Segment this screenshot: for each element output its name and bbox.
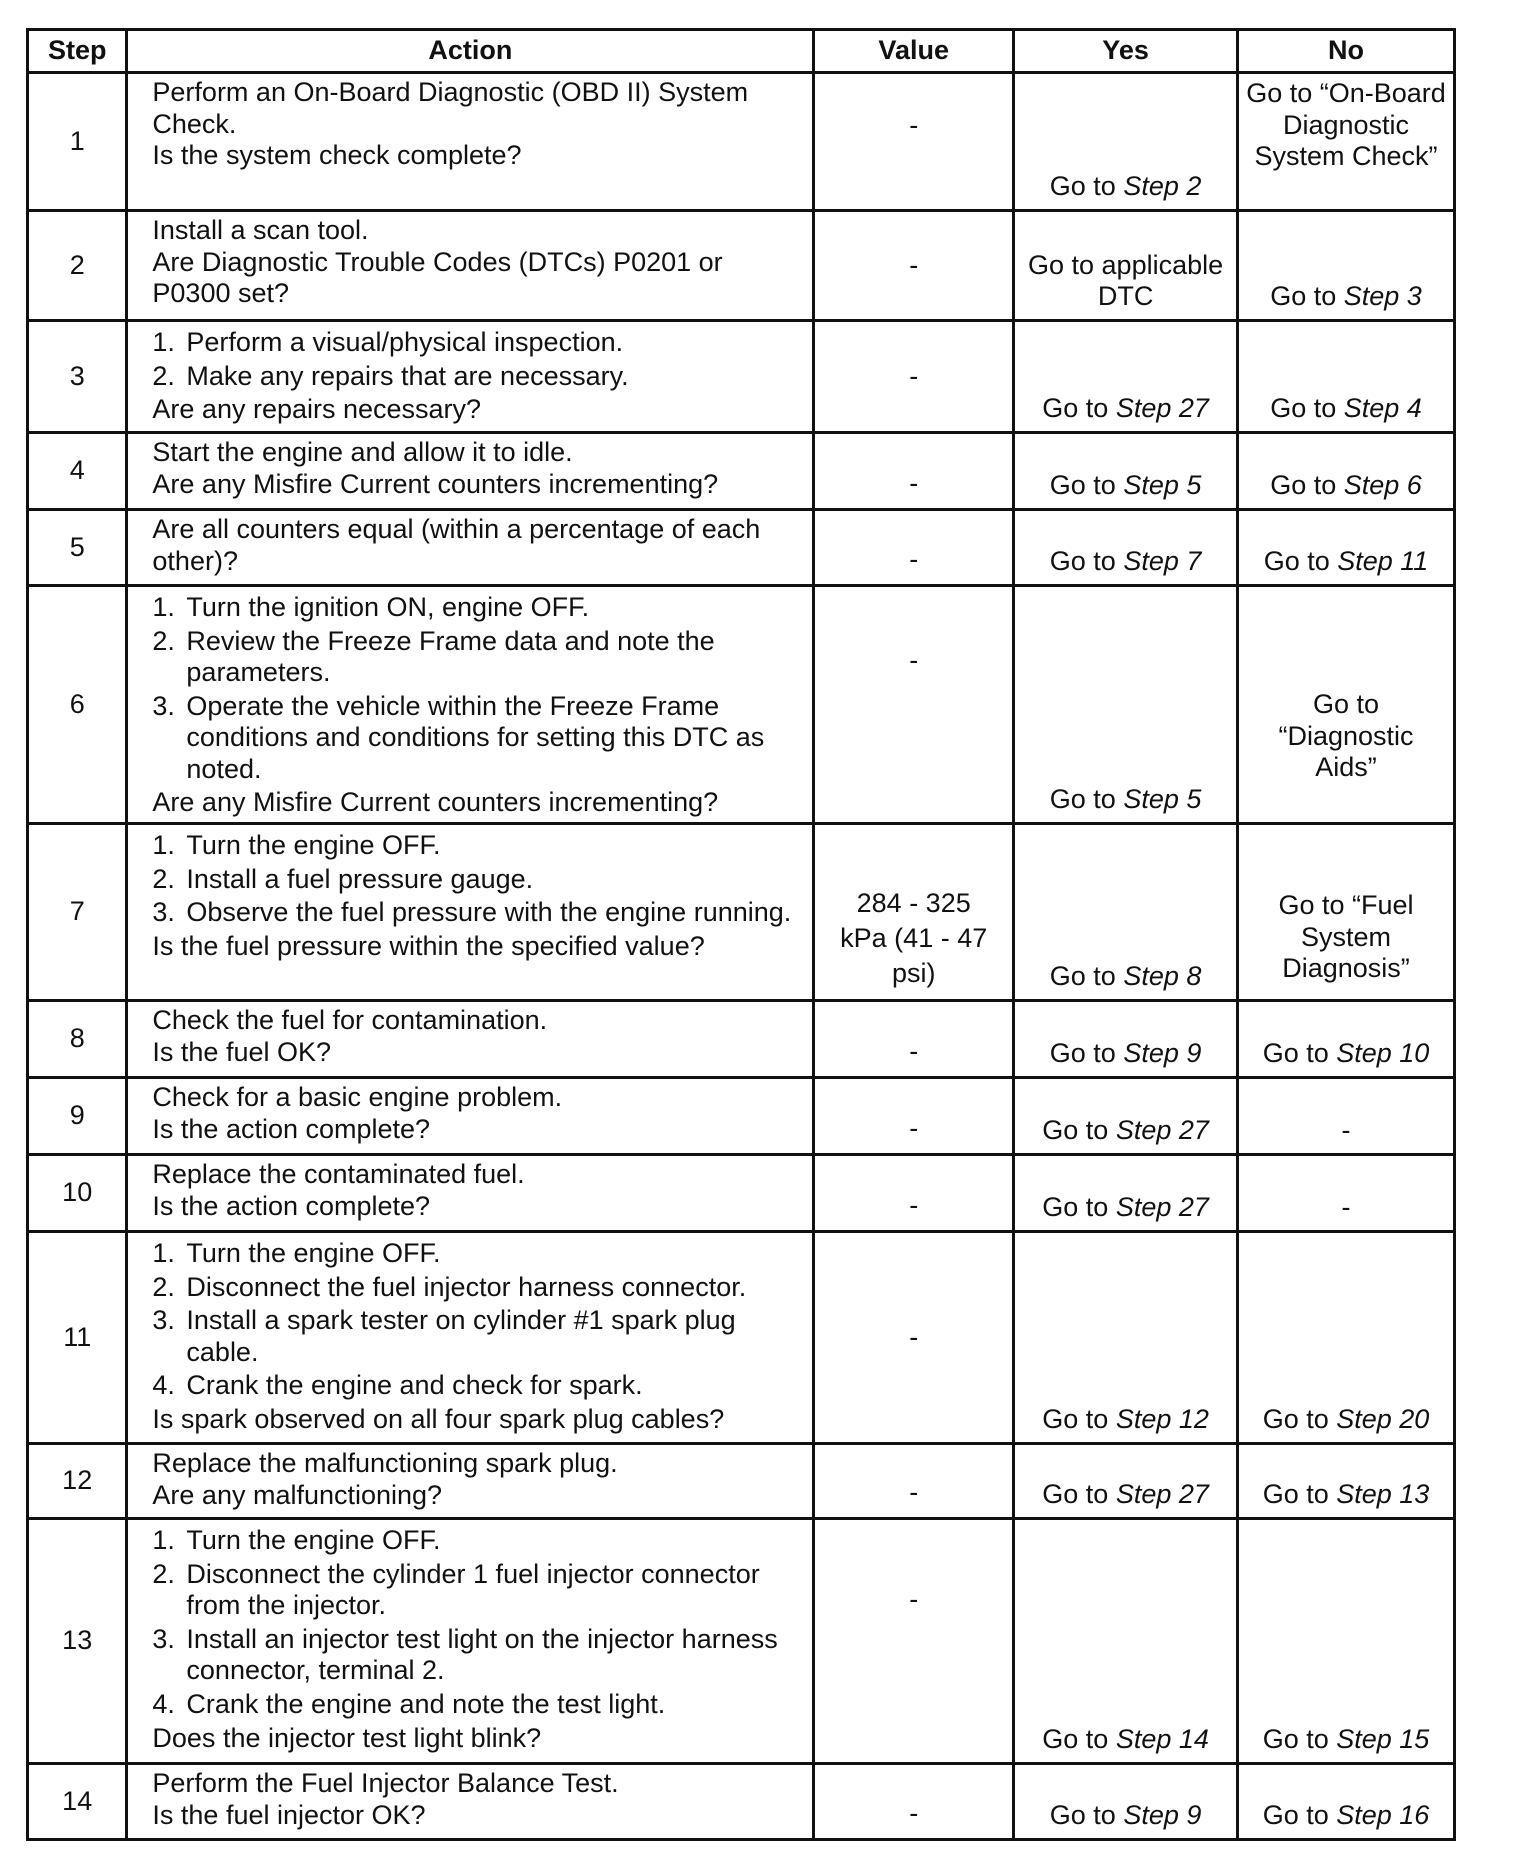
yes-prefix: Go to: [1049, 1800, 1124, 1831]
action-text: Check for a basic engine problem.: [152, 1082, 563, 1113]
table-row: [28, 73, 1455, 211]
action-text: Replace the malfunctioning spark plug.: [152, 1448, 618, 1479]
no-prefix: Go to: [1262, 1724, 1337, 1755]
yes-prefix: Go to: [1049, 470, 1124, 501]
step-number: 13: [28, 1519, 127, 1764]
action-list-item: 3. Install a spark tester on cylinder #1 spark plug cable.: [152, 1305, 802, 1368]
yes-cell: [1014, 824, 1238, 1001]
no-cell: [1238, 586, 1455, 824]
yes-step-ref: Step 9: [1123, 1800, 1202, 1831]
action-cell: [127, 824, 814, 1001]
yes-cell: [1014, 73, 1238, 211]
value-cell: -: [814, 510, 1014, 586]
header-value: Value: [814, 30, 1014, 73]
table-row: [28, 824, 1455, 1001]
action-item-text: Operate the vehicle within the Freeze Frame conditions and conditions for setting this DTC as noted.: [186, 690, 765, 784]
yes-step-ref: Step 27: [1115, 1115, 1209, 1146]
table-row: [28, 1078, 1455, 1155]
yes-cell: [1014, 1001, 1238, 1078]
no-prefix: Go to: [1263, 546, 1338, 577]
action-item-text: Turn the engine OFF.: [186, 830, 441, 861]
no-cell: [1238, 1001, 1455, 1078]
action-cell: [127, 1444, 814, 1519]
no-text: -: [1341, 1192, 1351, 1223]
no-prefix: Go to: [1262, 1479, 1337, 1510]
action-item-text: Install an injector test light on the injector harness connector, terminal 2.: [186, 1623, 778, 1686]
action-text: Start the engine and allow it to idle.: [152, 437, 573, 467]
table-row: [28, 1155, 1455, 1232]
action-list-item: 2. Make any repairs that are necessary.: [152, 361, 802, 393]
action-question: Are any Misfire Current counters incrementing?: [152, 468, 719, 499]
value-cell: -: [814, 586, 1014, 824]
no-cell: [1238, 1155, 1455, 1232]
yes-prefix: Go to: [1042, 1115, 1116, 1146]
action-question: Is the fuel pressure within the specified value?: [152, 930, 705, 961]
no-text: Go to “Diagnostic Aids”: [1278, 689, 1414, 783]
value-cell: -: [814, 1155, 1014, 1232]
action-cell: [127, 1155, 814, 1232]
no-step-ref: Step 3: [1343, 281, 1422, 312]
yes-prefix: Go to: [1042, 1404, 1116, 1435]
action-item-text: Crank the engine and note the test light.: [186, 1688, 666, 1719]
action-cell: [127, 510, 814, 586]
action-item-text: Install a spark tester on cylinder #1 spark plug cable.: [186, 1305, 736, 1367]
action-text: Perform the Fuel Injector Balance Test.: [152, 1768, 619, 1799]
step-number: 9: [28, 1078, 127, 1155]
value-cell: -: [814, 1764, 1014, 1840]
action-item-text: Disconnect the fuel injector harness connector.: [186, 1271, 747, 1302]
no-cell: [1238, 433, 1455, 510]
table-row: [28, 510, 1455, 586]
no-step-ref: Step 15: [1336, 1724, 1430, 1755]
action-item-text: Turn the ignition ON, engine OFF.: [186, 592, 590, 622]
yes-text: Go to applicable DTC: [1028, 249, 1224, 312]
action-list-item: 3. Operate the vehicle within the Freeze Frame conditions and conditions for setting this DTC as noted.: [152, 691, 802, 786]
value-cell: -: [814, 211, 1014, 321]
action-list-item: 2. Disconnect the cylinder 1 fuel injector connector from the injector.: [152, 1559, 802, 1622]
table-row: [28, 1001, 1455, 1078]
value-cell: -: [814, 1519, 1014, 1764]
action-question: Are any Misfire Current counters incrementing?: [152, 787, 719, 818]
action-question: Are all counters equal (within a percentage of each other)?: [152, 514, 761, 576]
step-number: 6: [28, 586, 127, 824]
action-text: Install a scan tool.: [152, 215, 369, 245]
action-cell: [127, 1232, 814, 1444]
yes-step-ref: Step 2: [1123, 171, 1202, 202]
no-cell: [1238, 1232, 1455, 1444]
action-cell: [127, 586, 814, 824]
value-cell: -: [814, 73, 1014, 211]
step-number: 11: [28, 1232, 127, 1444]
action-cell: [127, 1764, 814, 1840]
action-question: Is spark observed on all four spark plug cables?: [152, 1403, 725, 1434]
action-list-item: 1. Turn the ignition ON, engine OFF.: [152, 592, 802, 624]
yes-prefix: Go to: [1042, 1724, 1116, 1755]
header-step: Step: [28, 30, 127, 73]
table-row: [28, 433, 1455, 510]
header-no: No: [1238, 30, 1455, 73]
no-cell: [1238, 1519, 1455, 1764]
yes-step-ref: Step 7: [1123, 546, 1202, 577]
action-list-item: 4. Crank the engine and note the test light.: [152, 1689, 802, 1721]
step-number: 8: [28, 1001, 127, 1078]
yes-prefix: Go to: [1042, 1479, 1116, 1510]
action-item-text: Install a fuel pressure gauge.: [186, 863, 534, 894]
yes-step-ref: Step 27: [1115, 393, 1209, 424]
header-action: Action: [127, 30, 814, 73]
value-cell: -: [814, 1078, 1014, 1155]
action-item-text: Perform a visual/physical inspection.: [186, 327, 624, 357]
action-text: Replace the contaminated fuel.: [152, 1159, 525, 1190]
action-item-text: Turn the engine OFF.: [186, 1238, 441, 1269]
no-prefix: Go to: [1262, 1404, 1337, 1435]
value-cell: -: [814, 1444, 1014, 1519]
action-list-item: 1. Turn the engine OFF.: [152, 1238, 802, 1270]
action-text: Perform an On-Board Diagnostic (OBD II) System Check.: [152, 77, 749, 139]
action-question: Is the action complete?: [152, 1113, 431, 1144]
value-cell: -: [814, 433, 1014, 510]
action-item-text: Disconnect the cylinder 1 fuel injector connector from the injector.: [186, 1558, 760, 1621]
step-number: 14: [28, 1764, 127, 1840]
yes-cell: [1014, 1232, 1238, 1444]
value-cell: -: [814, 1232, 1014, 1444]
action-question: Does the injector test light blink?: [152, 1722, 542, 1753]
action-item-text: Review the Freeze Frame data and note the parameters.: [186, 625, 715, 688]
action-question: Are any repairs necessary?: [152, 394, 482, 425]
step-number: 7: [28, 824, 127, 1001]
action-list-item: 1. Perform a visual/physical inspection.: [152, 327, 802, 359]
no-step-ref: Step 16: [1336, 1800, 1430, 1831]
action-text: Check the fuel for contamination.: [152, 1005, 548, 1036]
value-cell: -: [814, 1001, 1014, 1078]
table-row: [28, 1444, 1455, 1519]
no-text: Go to “On-Board Diagnostic System Check”: [1246, 78, 1446, 172]
yes-step-ref: Step 8: [1123, 961, 1202, 992]
action-cell: [127, 1078, 814, 1155]
table-row: [28, 586, 1455, 824]
table-header-row: [28, 30, 1455, 73]
action-question: Are any malfunctioning?: [152, 1479, 443, 1510]
action-list-item: 3. Observe the fuel pressure with the engine running.: [152, 897, 802, 929]
action-item-text: Make any repairs that are necessary.: [186, 360, 629, 391]
no-cell: [1238, 510, 1455, 586]
yes-step-ref: Step 5: [1123, 784, 1202, 815]
step-number: 5: [28, 510, 127, 586]
action-item-text: Crank the engine and check for spark.: [186, 1370, 643, 1401]
action-list-item: 4. Crank the engine and check for spark.: [152, 1370, 802, 1402]
yes-prefix: Go to: [1042, 393, 1116, 424]
yes-step-ref: Step 27: [1115, 1192, 1209, 1223]
table-row: [28, 1764, 1455, 1840]
action-question: Are Diagnostic Trouble Codes (DTCs) P0201 or P0300 set?: [152, 246, 723, 309]
action-cell: [127, 211, 814, 321]
no-prefix: Go to: [1262, 1038, 1337, 1069]
yes-step-ref: Step 14: [1115, 1724, 1209, 1755]
value-cell: 284 - 325 kPa (41 - 47 psi): [814, 824, 1014, 1001]
no-cell: [1238, 1078, 1455, 1155]
diagnostic-table: [26, 28, 1456, 1841]
yes-prefix: Go to: [1049, 1038, 1124, 1069]
no-cell: [1238, 1764, 1455, 1840]
table-row: [28, 211, 1455, 321]
yes-step-ref: Step 27: [1115, 1479, 1209, 1510]
action-cell: [127, 321, 814, 433]
value-cell: -: [814, 321, 1014, 433]
action-item-text: Observe the fuel pressure with the engine running.: [186, 897, 792, 928]
no-prefix: Go to: [1262, 1800, 1337, 1831]
yes-cell: [1014, 510, 1238, 586]
action-question: Is the system check complete?: [152, 140, 522, 171]
step-number: 10: [28, 1155, 127, 1232]
action-list-item: 1. Turn the engine OFF.: [152, 1525, 802, 1557]
yes-step-ref: Step 9: [1123, 1038, 1202, 1069]
no-step-ref: Step 13: [1336, 1479, 1430, 1510]
no-prefix: Go to: [1270, 470, 1344, 501]
no-prefix: Go to: [1270, 281, 1344, 312]
no-cell: [1238, 321, 1455, 433]
yes-cell: [1014, 1078, 1238, 1155]
action-list-item: 2. Review the Freeze Frame data and note the parameters.: [152, 626, 802, 689]
action-list-item: 2. Disconnect the fuel injector harness connector.: [152, 1272, 802, 1304]
no-text: Go to “Fuel System Diagnosis”: [1278, 890, 1414, 984]
step-number: 1: [28, 73, 127, 211]
table-row: [28, 1519, 1455, 1764]
step-number: 2: [28, 211, 127, 321]
action-question: Is the fuel OK?: [152, 1036, 332, 1067]
action-cell: [127, 433, 814, 510]
action-question: Is the action complete?: [152, 1190, 431, 1221]
action-item-text: Turn the engine OFF.: [186, 1525, 441, 1556]
action-list-item: 3. Install an injector test light on the injector harness connector, terminal 2.: [152, 1624, 802, 1687]
no-prefix: Go to: [1270, 393, 1344, 424]
yes-cell: [1014, 211, 1238, 321]
yes-cell: [1014, 1519, 1238, 1764]
yes-prefix: Go to: [1049, 961, 1124, 992]
yes-cell: [1014, 1155, 1238, 1232]
no-step-ref: Step 11: [1337, 546, 1429, 577]
no-cell: [1238, 211, 1455, 321]
no-text: -: [1341, 1115, 1351, 1146]
no-step-ref: Step 6: [1343, 470, 1422, 501]
step-number: 3: [28, 321, 127, 433]
yes-prefix: Go to: [1049, 546, 1124, 577]
yes-step-ref: Step 12: [1115, 1404, 1209, 1435]
no-step-ref: Step 20: [1336, 1404, 1430, 1435]
no-step-ref: Step 10: [1336, 1038, 1430, 1069]
action-cell: [127, 1519, 814, 1764]
action-cell: [127, 1001, 814, 1078]
yes-cell: [1014, 1444, 1238, 1519]
table-row: [28, 1232, 1455, 1444]
yes-step-ref: Step 5: [1123, 470, 1202, 501]
yes-cell: [1014, 1764, 1238, 1840]
action-cell: [127, 73, 814, 211]
header-yes: Yes: [1014, 30, 1238, 73]
yes-prefix: Go to: [1049, 784, 1124, 815]
no-cell: [1238, 824, 1455, 1001]
yes-cell: [1014, 321, 1238, 433]
no-cell: [1238, 1444, 1455, 1519]
action-list-item: 2. Install a fuel pressure gauge.: [152, 864, 802, 896]
step-number: 12: [28, 1444, 127, 1519]
yes-prefix: Go to: [1049, 171, 1124, 202]
no-step-ref: Step 4: [1343, 393, 1422, 424]
yes-prefix: Go to: [1042, 1192, 1116, 1223]
yes-cell: [1014, 586, 1238, 824]
no-cell: [1238, 73, 1455, 211]
yes-cell: [1014, 433, 1238, 510]
table-row: [28, 321, 1455, 433]
action-list-item: 1. Turn the engine OFF.: [152, 830, 802, 862]
step-number: 4: [28, 433, 127, 510]
action-question: Is the fuel injector OK?: [152, 1799, 426, 1830]
